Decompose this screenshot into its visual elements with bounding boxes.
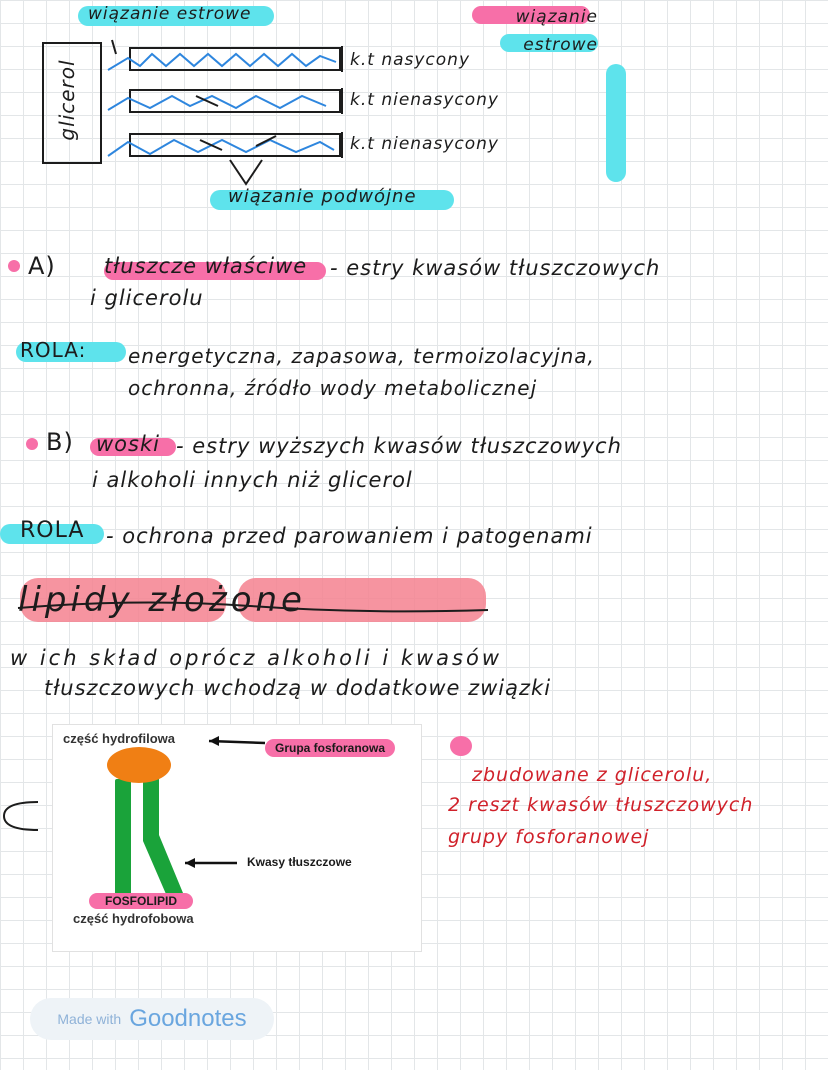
role-a-line2: ochronna, źródło wody metabolicznej [128, 376, 538, 400]
heading-complex-lipids: lipidy złożone [18, 580, 306, 620]
margin-bracket-mark [0, 796, 60, 846]
chain-unsat-1-zigzag [108, 96, 326, 110]
def-a-line2: i glicerolu [90, 286, 204, 310]
label-hydrophilic: część hydrofilowa [63, 731, 175, 746]
label-double-bond: wiązanie podwójne [228, 186, 417, 207]
term-b: woski [96, 432, 160, 456]
label-ester-bond-top: wiązanie estrowe [88, 4, 252, 24]
complex-lipids-line1: w ich skład oprócz alkoholi i kwasów [10, 646, 503, 670]
red-note-line2: 2 reszt kwasów tłuszczowych [448, 794, 754, 816]
green-tail-right [143, 779, 183, 901]
green-tail-left [115, 779, 131, 903]
def-b-line2: i alkoholi innych niż glicerol [92, 468, 413, 492]
role-label-a: ROLA: [20, 338, 87, 362]
label-phosphate-group: Grupa fosforanowa [265, 739, 395, 757]
bullet-a [8, 260, 20, 272]
def-b-line1: - estry wyższych kwasów tłuszczowych [176, 434, 622, 458]
marker-b: B) [46, 428, 74, 456]
chain-saturated [130, 48, 340, 70]
role-b-text: - ochrona przed parowaniem i patogenami [106, 524, 593, 548]
chain-unsat-2 [130, 134, 340, 156]
term-a: tłuszcze właściwe [104, 254, 308, 278]
orange-head [107, 747, 171, 783]
red-note-line1: zbudowane z glicerolu, [472, 764, 713, 786]
label-ester-bond-right: wiązanie estrowe [515, 7, 598, 55]
goodnotes-watermark [30, 998, 274, 1040]
watermark-prefix: Made with [57, 1011, 122, 1027]
watermark-brand: Goodnotes [129, 1005, 247, 1032]
pink-dot [450, 736, 472, 756]
ester-bond-tick [112, 40, 116, 54]
role-a-line1: energetyczna, zapasowa, termoizolacyjna, [128, 344, 595, 368]
label-fatty-acids: Kwasy tłuszczowe [247, 855, 352, 869]
marker-a: A) [28, 252, 56, 280]
phospholipid-figure [52, 724, 422, 952]
red-note-line3: grupy fosforanowej [448, 826, 650, 848]
complex-lipids-line2: tłuszczowych wchodzą w dodatkowe związki [44, 676, 552, 700]
def-a-line1: - estry kwasów tłuszczowych [330, 256, 661, 280]
double-bond-pointer [230, 160, 262, 184]
chain-label-2: k.t nienasycony [350, 90, 499, 110]
underline-complex-lipids [0, 596, 500, 626]
label-hydrophobic: część hydrofobowa [73, 911, 194, 926]
chain-label-1: k.t nasycony [350, 50, 471, 70]
chain-label-3: k.t nienasycony [350, 134, 499, 154]
bullet-b [26, 438, 38, 450]
glycerol-label: glicerol [55, 59, 79, 141]
chain-saturated-zigzag [108, 54, 336, 70]
chain-unsat-2-zigzag [108, 140, 334, 156]
role-label-b: ROLA [20, 518, 85, 543]
label-phospholipid: FOSFOLIPID [89, 893, 193, 909]
